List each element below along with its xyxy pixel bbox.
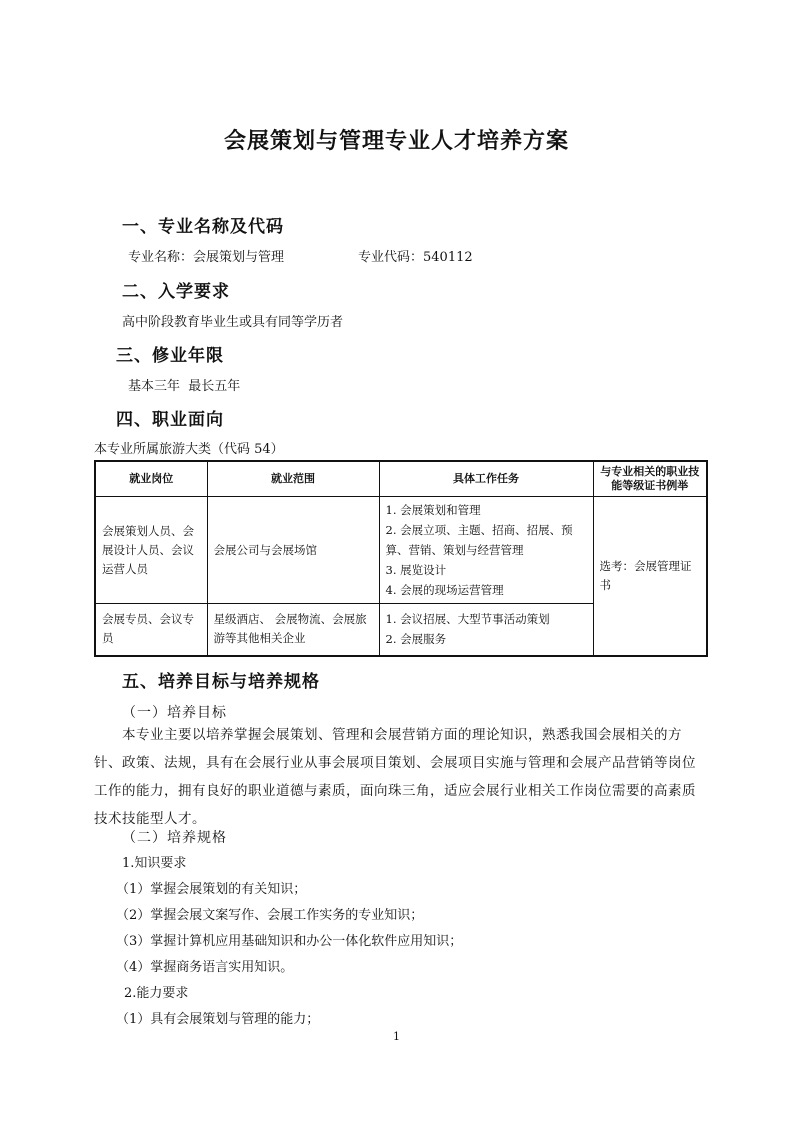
table-header-row — [95, 461, 707, 497]
header-position: 就业岗位 — [95, 461, 207, 497]
task-item: 2. 会展立项、主题、招商、招展、预算、营销、策划与经营管理 — [385, 523, 573, 557]
cell-tasks — [379, 604, 593, 656]
section5-heading: 五、培养目标与培养规格 — [122, 672, 320, 692]
knowledge-item: （4）掌握商务语言实用知识。 — [116, 960, 294, 975]
cell-position: 会展策划人员、会展设计人员、会议运营人员 — [95, 497, 207, 604]
goal-heading: （一）培养目标 — [122, 705, 227, 721]
study-duration: 基本三年 最长五年 — [128, 379, 241, 394]
document-title: 会展策划与管理专业人才培养方案 — [223, 129, 569, 154]
cell-tasks — [379, 497, 593, 604]
task-item: 4. 会展的现场运营管理 — [385, 583, 504, 597]
cell-position: 会展专员、会议专员 — [95, 604, 207, 656]
ability-heading: 2.能力要求 — [124, 986, 189, 1001]
cell-scope: 会展公司与会展场馆 — [207, 497, 379, 604]
knowledge-heading: 1.知识要求 — [122, 856, 187, 871]
header-scope: 就业范围 — [207, 461, 379, 497]
section3-heading: 三、修业年限 — [116, 346, 224, 366]
career-table — [94, 460, 708, 657]
knowledge-item: （3）掌握计算机应用基础知识和办公一体化软件应用知识； — [116, 934, 463, 949]
major-code: 专业代码：540112 — [358, 250, 473, 265]
ability-item: （1）具有会展策划与管理的能力； — [116, 1012, 320, 1027]
table-row — [95, 497, 707, 604]
task-item: 3. 展览设计 — [385, 563, 447, 577]
task-item: 2. 会展服务 — [385, 632, 447, 647]
task-item: 1. 会展策划和管理 — [385, 503, 481, 517]
cell-certificate: 选考：会展管理证书 — [593, 497, 707, 656]
section4-heading: 四、职业面向 — [116, 410, 224, 430]
section2-heading: 二、入学要求 — [122, 282, 230, 302]
table-caption: 本专业所属旅游大类（代码 54） — [94, 442, 284, 457]
header-tasks: 具体工作任务 — [379, 461, 593, 497]
section1-heading: 一、专业名称及代码 — [122, 217, 284, 237]
cell-scope: 星级酒店、 会展物流、会展旅游等其他相关企业 — [207, 604, 379, 656]
knowledge-item: （1）掌握会展策划的有关知识； — [116, 882, 307, 897]
header-certificate: 与专业相关的职业技能等级证书例举 — [593, 461, 707, 497]
goal-paragraph: 本专业主要以培养掌握会展策划、管理和会展营销方面的理论知识，熟悉我国会展相关的方针、政策、法规，具有在会展行业从事会展项目策划、会展项目实施与管理和会展产品营销等岗位工作的能力，拥有良好的职业道德与素质，面向珠三角，适应会展行业相关工作岗位需要的高素质技术技能型人才。 — [94, 727, 696, 827]
page-number: 1 — [393, 1030, 400, 1043]
task-item: 1. 会议招展、大型节事活动策划 — [385, 612, 550, 627]
major-name: 专业名称：会展策划与管理 — [128, 250, 285, 265]
admission-requirement: 高中阶段教育毕业生或具有同等学历者 — [122, 315, 344, 330]
knowledge-item: （2）掌握会展文案写作、会展工作实务的专业知识； — [116, 908, 424, 923]
spec-heading: （二）培养规格 — [122, 830, 227, 846]
